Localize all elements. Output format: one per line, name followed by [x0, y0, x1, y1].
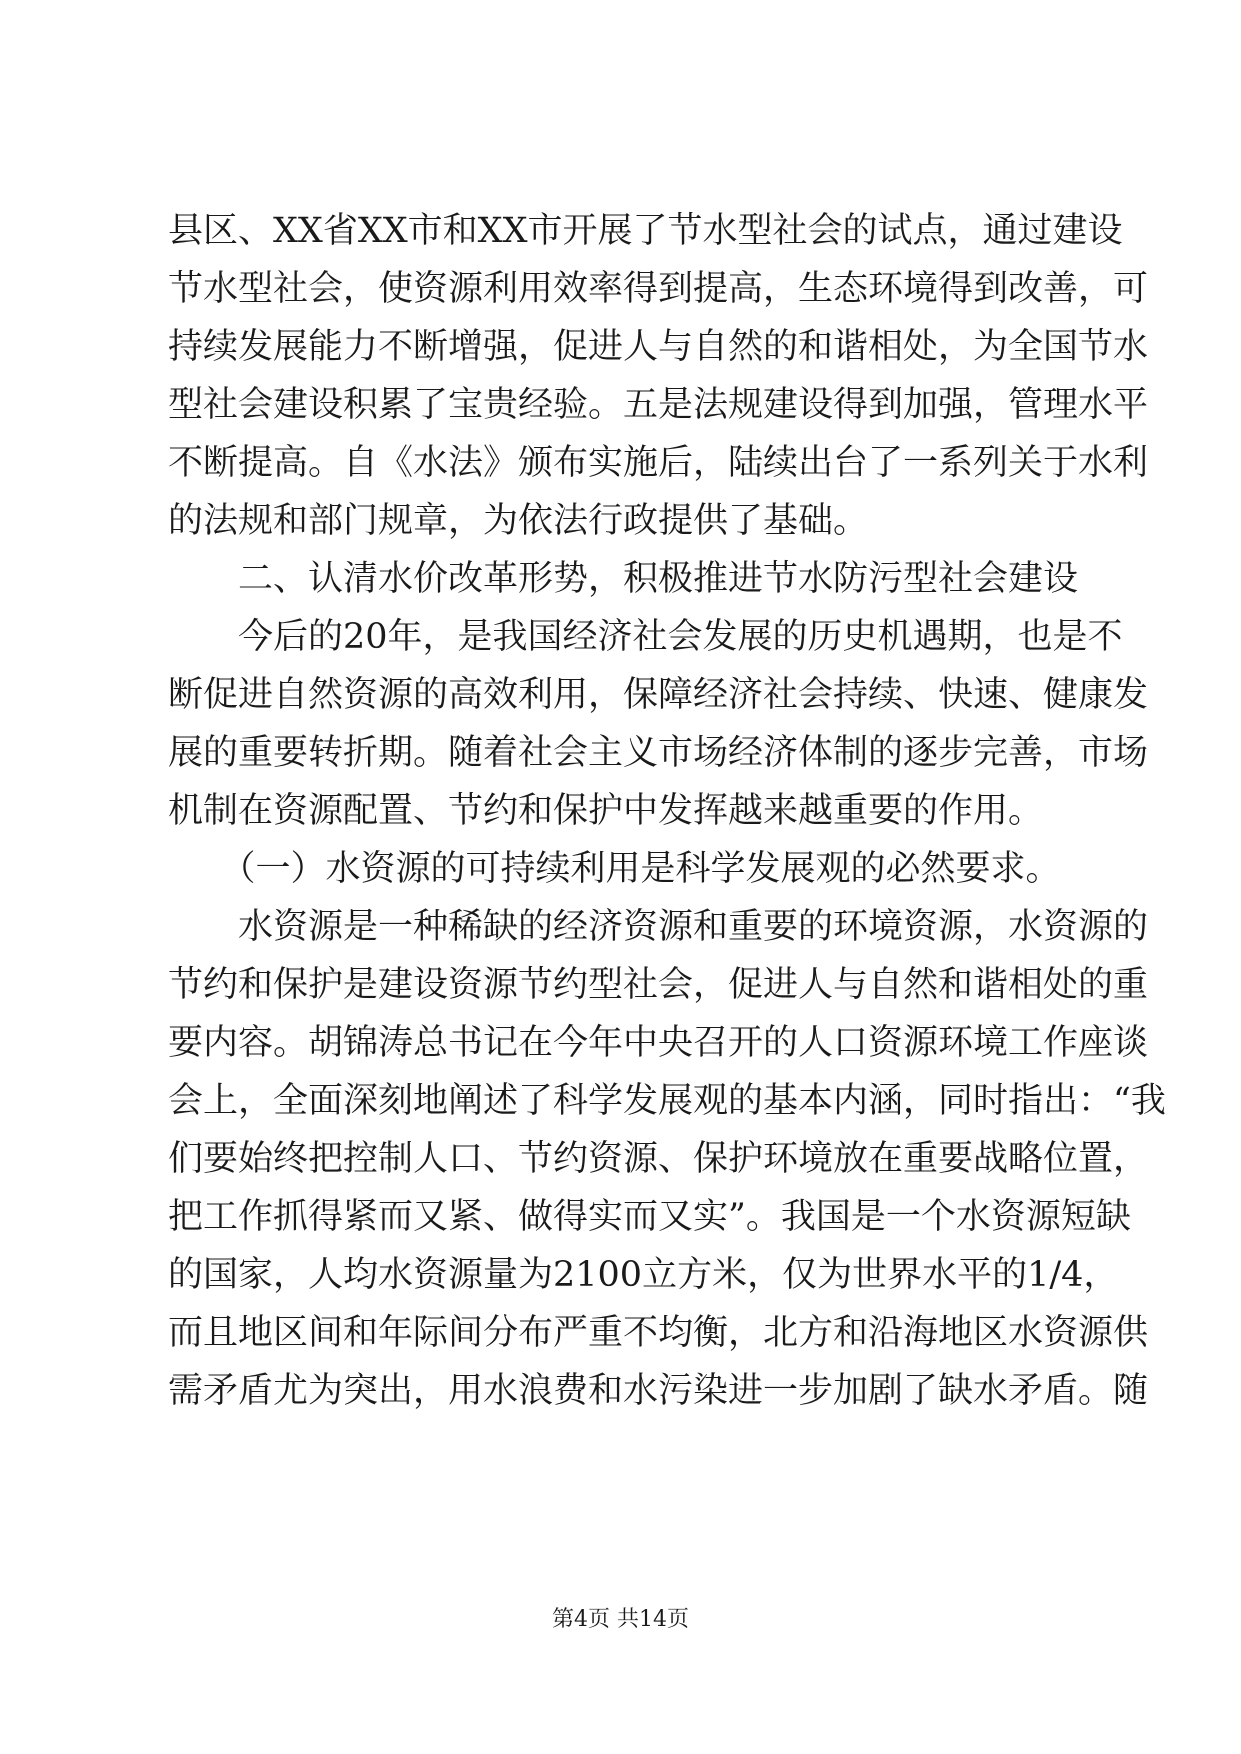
- body-line-16: 会上，全面深刻地阐述了科学发展观的基本内涵，同时指出：“我: [168, 1081, 1166, 1121]
- body-line-4: 型社会建设积累了宝贵经验。五是法规建设得到加强，管理水平: [168, 385, 1149, 425]
- body-line-18: 把工作抓得紧而又紧、做得实而又实”。我国是一个水资源短缺: [168, 1197, 1131, 1237]
- body-line-19: 的国家，人均水资源量为2100立方米，仅为世界水平的1/4，: [168, 1255, 1119, 1295]
- section-heading-2: 二、认清水价改革形势，积极推进节水防污型社会建设: [168, 559, 1079, 599]
- body-line-20: 而且地区间和年际间分布严重不均衡，北方和沿海地区水资源供: [168, 1313, 1149, 1353]
- body-line-10: 展的重要转折期。随着社会主义市场经济体制的逐步完善，市场: [168, 733, 1149, 773]
- body-line-9: 断促进自然资源的高效利用，保障经济社会持续、快速、健康发: [168, 675, 1149, 715]
- body-line-6: 的法规和部门规章，为依法行政提供了基础。: [168, 501, 869, 541]
- body-line-17: 们要始终把控制人口、节约资源、保护环境放在重要战略位置，: [168, 1139, 1149, 1179]
- page-footer: 第4页 共14页: [552, 1607, 689, 1632]
- subsection-heading-1: （一）水资源的可持续利用是科学发展观的必然要求。: [168, 849, 1061, 889]
- body-line-21: 需矛盾尤为突出，用水浪费和水污染进一步加剧了缺水矛盾。随: [168, 1371, 1149, 1411]
- body-line-2: 节水型社会，使资源利用效率得到提高，生态环境得到改善，可: [168, 269, 1149, 309]
- body-line-14: 节约和保护是建设资源节约型社会，促进人与自然和谐相处的重: [168, 965, 1149, 1005]
- body-line-3: 持续发展能力不断增强，促进人与自然的和谐相处，为全国节水: [168, 327, 1149, 367]
- body-line-11: 机制在资源配置、节约和保护中发挥越来越重要的作用。: [168, 791, 1044, 831]
- body-line-15: 要内容。胡锦涛总书记在今年中央召开的人口资源环境工作座谈: [168, 1023, 1149, 1063]
- body-line-13: 水资源是一种稀缺的经济资源和重要的环境资源，水资源的: [168, 907, 1149, 947]
- body-line-5: 不断提高。自《水法》颁布实施后，陆续出台了一系列关于水利: [168, 443, 1149, 483]
- body-line-8: 今后的20年，是我国经济社会发展的历史机遇期，也是不: [168, 617, 1123, 657]
- body-line-1: 县区、XX省XX市和XX市开展了节水型社会的试点，通过建设: [168, 211, 1123, 251]
